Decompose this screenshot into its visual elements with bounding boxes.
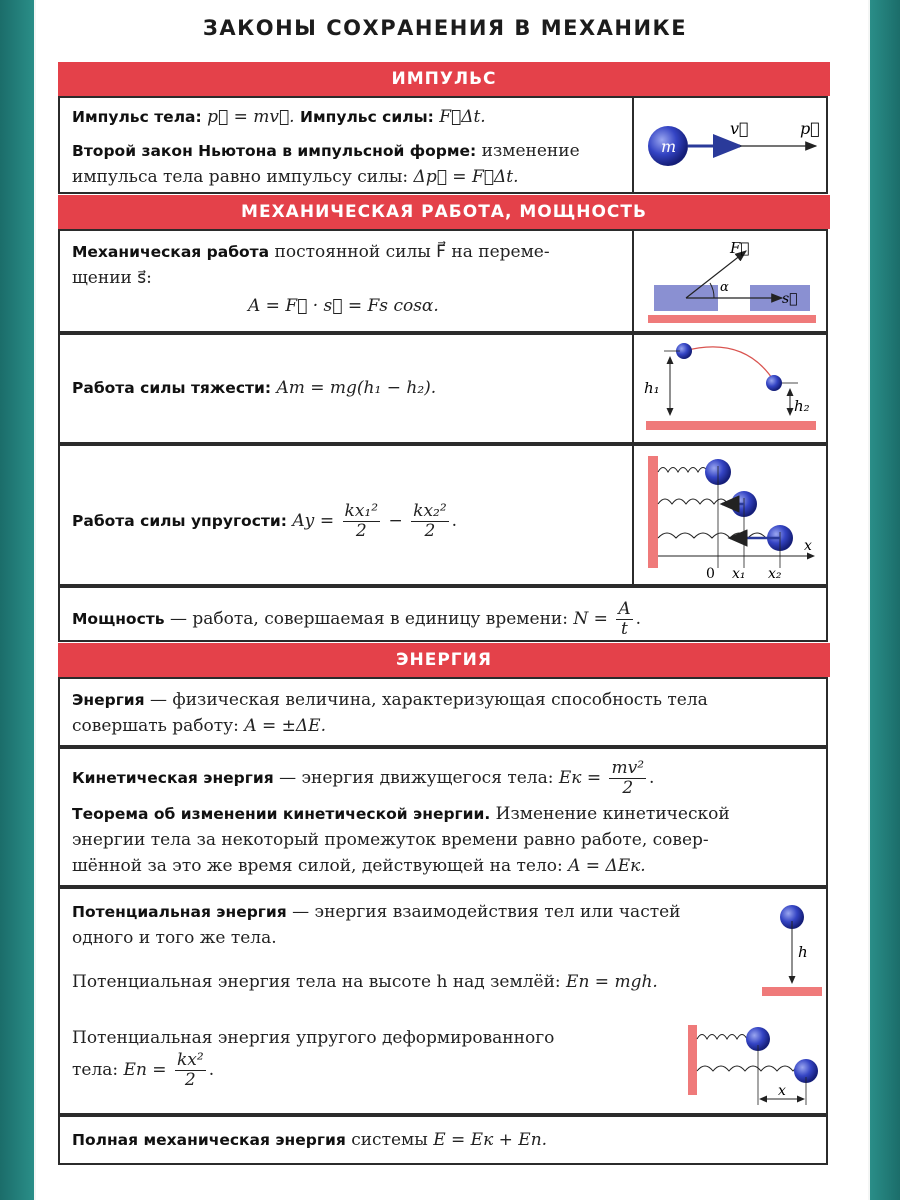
impulse-force-formula: F⃗Δt. xyxy=(439,107,486,127)
mech-work-text xyxy=(72,239,632,291)
mech-work-formula: A = F⃗ · s⃗ = Fs cosα. xyxy=(248,296,439,316)
mech-work-label: Механическая работа xyxy=(72,243,270,261)
newton-formula: Δp⃗ = F⃗Δt. xyxy=(413,167,519,187)
force-displacement-diagram xyxy=(634,231,824,331)
theorem-label: Теорема об изменении кинетической энергии. xyxy=(72,805,491,823)
total-energy-description: системы xyxy=(351,1130,428,1150)
fig-label-F: F⃗ xyxy=(730,239,750,257)
gravity-figure xyxy=(632,335,826,442)
kinetic-num: mv² xyxy=(611,758,645,778)
power-label: Мощность xyxy=(72,610,165,628)
theorem-formula: A = ΔEк. xyxy=(568,856,646,876)
fig-label-s: s⃗ xyxy=(782,291,798,307)
energy-def-box xyxy=(58,677,828,747)
fig-label-h2: h₂ xyxy=(794,397,810,415)
trajectory-curve xyxy=(684,347,774,381)
impulse-box xyxy=(58,96,828,194)
power-lhs: N = xyxy=(573,609,608,629)
newton-label: Второй закон Ньютона в импульсной форме: xyxy=(72,142,477,160)
impulse-line1 xyxy=(72,104,632,130)
theorem-text1: Изменение кинетической xyxy=(495,804,730,824)
gravity-work-box xyxy=(58,333,828,444)
potential-box xyxy=(58,887,828,1115)
mech-work-text2: щении s⃗: xyxy=(72,268,152,288)
potential-height-text xyxy=(72,969,762,995)
left-border xyxy=(0,0,34,1200)
section-header-impulse: ИМПУЛЬС xyxy=(58,62,830,96)
elastic-frac1 xyxy=(343,502,381,541)
elastic-num2: kx₂² xyxy=(413,501,447,521)
potential-elastic-figure xyxy=(682,1015,826,1111)
elastic-num1: kx₁² xyxy=(344,501,379,521)
gravity-work-formula: Aт = mg(h₁ − h₂). xyxy=(276,378,437,398)
spring-stretched xyxy=(697,1066,809,1071)
ground-surface xyxy=(648,315,816,323)
elastic-lhs: Aу = xyxy=(292,511,335,531)
wall xyxy=(648,456,658,568)
elastic-frac2 xyxy=(411,502,449,541)
fig-label-h1: h₁ xyxy=(644,379,660,397)
potential-label: Потенциальная энергия xyxy=(72,903,287,921)
ground-surface xyxy=(646,421,816,430)
fig-label-p: p⃗ xyxy=(800,119,820,138)
power-description: — работа, совершаемая в единицу времени: xyxy=(169,609,568,629)
total-energy-label: Полная механическая энергия xyxy=(72,1131,346,1149)
potential-elastic-num: kx² xyxy=(176,1050,204,1070)
potential-text1: — энергия взаимодействия тел или частей xyxy=(292,902,681,922)
potential-text2: одного и того же тела. xyxy=(72,928,277,948)
wall xyxy=(688,1025,697,1095)
potential-elastic-lhs: Eп = xyxy=(123,1060,167,1080)
elastic-work-label: Работа силы упругости: xyxy=(72,512,287,530)
impulse-force-label: Импульс силы: xyxy=(299,108,434,126)
energy-def-formula: A = ±ΔE. xyxy=(244,716,326,736)
impulse-body-formula: p⃗ = mv⃗. xyxy=(207,107,295,127)
newton-law xyxy=(72,138,632,190)
right-border xyxy=(870,0,900,1200)
gravity-work-label: Работа силы тяжести: xyxy=(72,379,272,397)
gravity-trajectory-diagram xyxy=(634,335,824,442)
ball-momentum-diagram xyxy=(634,98,824,192)
potential-height-description: Потенциальная энергия тела на высоте h над землёй: xyxy=(72,972,561,992)
total-energy-formula: E = Eк + Eп. xyxy=(433,1130,548,1150)
kinetic-frac xyxy=(609,759,646,798)
power-num: A xyxy=(618,599,631,619)
energy-def-label: Энергия xyxy=(72,691,145,709)
kinetic-description: — энергия движущегося тела: xyxy=(279,768,554,788)
fig-label-m: m xyxy=(661,137,677,156)
power-box xyxy=(58,586,828,642)
impulse-figure xyxy=(632,98,826,192)
gravity-work-text xyxy=(72,375,632,401)
elastic-minus: − xyxy=(388,511,403,531)
page-title: ЗАКОНЫ СОХРАНЕНИЯ В МЕХАНИКЕ xyxy=(202,16,688,40)
total-energy-text xyxy=(72,1127,812,1153)
potential-elastic-text2: тела: xyxy=(72,1060,119,1080)
fig-label-0: 0 xyxy=(706,566,715,582)
mech-work-box xyxy=(58,229,828,333)
total-energy-box xyxy=(58,1115,828,1165)
kinetic-den: 2 xyxy=(622,778,634,798)
power-text: Мощность — работа, совершаемая в единицу времени: N = $\frac{A}{t}$ . xyxy=(72,599,641,639)
kinetic-lhs: Eк = xyxy=(558,768,602,788)
theorem-text2: энергии тела за некоторый промежуток времени равно работе, совер- xyxy=(72,830,709,850)
potential-height-figure xyxy=(756,895,826,999)
fig-label-alpha: α xyxy=(720,280,729,295)
elastic-work-box xyxy=(58,444,828,586)
fig-label-h: h xyxy=(798,943,808,961)
fig-label-x1: x₁ xyxy=(732,566,746,582)
impulse-body-label: Импульс тела: xyxy=(72,108,202,126)
power-frac xyxy=(616,600,632,639)
newton-text: изменение импульса тела равно импульсу силы: xyxy=(72,141,580,187)
section-header-work: МЕХАНИЧЕСКАЯ РАБОТА, МОЩНОСТЬ xyxy=(58,195,830,229)
elastic-figure xyxy=(632,446,826,584)
potential-elastic-den: 2 xyxy=(184,1070,196,1090)
fig-label-x: x xyxy=(778,1083,786,1099)
mech-work-figure xyxy=(632,231,826,331)
kinetic-label: Кинетическая энергия xyxy=(72,769,274,787)
ground-surface xyxy=(762,987,822,996)
energy-def-text1: — физическая величина, характеризующая способность тела xyxy=(150,690,708,710)
fig-label-v: v⃗ xyxy=(730,119,749,138)
section-header-energy: ЭНЕРГИЯ xyxy=(58,643,830,677)
potential-elastic-text: Потенциальная энергия упругого деформированного тела: Eп = $\frac{\text{kx²}}{2}$ . xyxy=(72,1028,555,1090)
kinetic-text: Кинетическая энергия — энергия движущегося тела: Eк = $\frac{\text{mv²}}{2}$ . xyxy=(72,758,655,798)
energy-def-text xyxy=(72,687,820,739)
potential-elastic-frac xyxy=(175,1051,206,1090)
spring-diagram xyxy=(634,446,824,584)
potential-elastic-text1: Потенциальная энергия упругого деформированного xyxy=(72,1028,555,1048)
potential-def-text xyxy=(72,899,762,951)
fig-label-x: x xyxy=(804,538,812,554)
energy-def-text2: совершать работу: xyxy=(72,716,239,736)
elastic-work-text: Работа силы упругости: Aу = $\frac{\text{kx₁²}}{2}$ − $\frac{\text{kx₂²}}{2}$ . xyxy=(72,501,458,541)
theorem-text3: шённой за это же время силой, действующей на тело: xyxy=(72,856,563,876)
power-den: t xyxy=(621,619,628,639)
kinetic-box xyxy=(58,747,828,887)
theorem-text xyxy=(72,801,820,879)
spring-relaxed xyxy=(697,1035,747,1040)
mech-work-text1: постоянной силы F⃗ на переме- xyxy=(274,242,550,262)
potential-height-formula: Eп = mgh. xyxy=(566,972,658,992)
ball-bottom-icon xyxy=(766,375,782,391)
elastic-den2: 2 xyxy=(424,521,436,541)
fig-label-x2: x₂ xyxy=(768,566,782,582)
elastic-den1: 2 xyxy=(355,521,367,541)
